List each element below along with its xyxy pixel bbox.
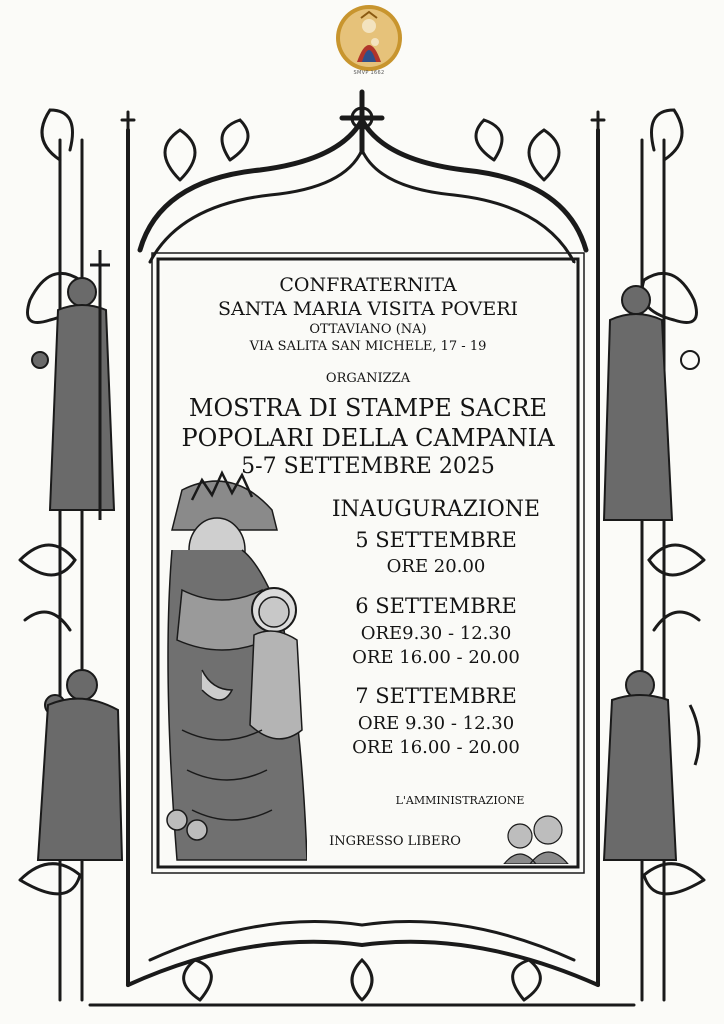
organizer-name: SANTA MARIA VISITA POVERI (217, 298, 519, 320)
inauguration-label: INAUGURAZIONE (331, 497, 541, 522)
organizes-label: ORGANIZZA (325, 371, 411, 386)
day2-hours-afternoon: ORE 16.00 - 20.00 (352, 647, 520, 668)
event-title-line1: MOSTRA DI STAMPE SACRE (188, 394, 548, 422)
day1-date: 5 SETTEMBRE (355, 528, 517, 552)
organizer-address: VIA SALITA SAN MICHELE, 17 - 19 (249, 339, 487, 354)
seal-label: SMVP 1662 (353, 70, 385, 76)
day2-hours-morning: ORE9.30 - 12.30 (360, 623, 512, 644)
event-dates: 5-7 SETTEMBRE 2025 (241, 454, 495, 479)
day3-hours-morning: ORE 9.30 - 12.30 (357, 713, 515, 734)
cherubs-engraving (500, 808, 572, 864)
event-title-line2: POPOLARI DELLA CAMPANIA (181, 424, 555, 452)
madonna-engraving (162, 470, 307, 862)
admission-note: INGRESSO LIBERO (329, 834, 461, 849)
signature: L'AMMINISTRAZIONE (395, 794, 525, 807)
day2-date: 6 SETTEMBRE (355, 594, 517, 618)
organizer-type: CONFRATERNITA (279, 274, 457, 296)
day3-date: 7 SETTEMBRE (355, 684, 517, 708)
day1-hours: ORE 20.00 (386, 556, 486, 577)
organizer-city: OTTAVIANO (NA) (309, 322, 427, 337)
day3-hours-afternoon: ORE 16.00 - 20.00 (352, 737, 520, 758)
